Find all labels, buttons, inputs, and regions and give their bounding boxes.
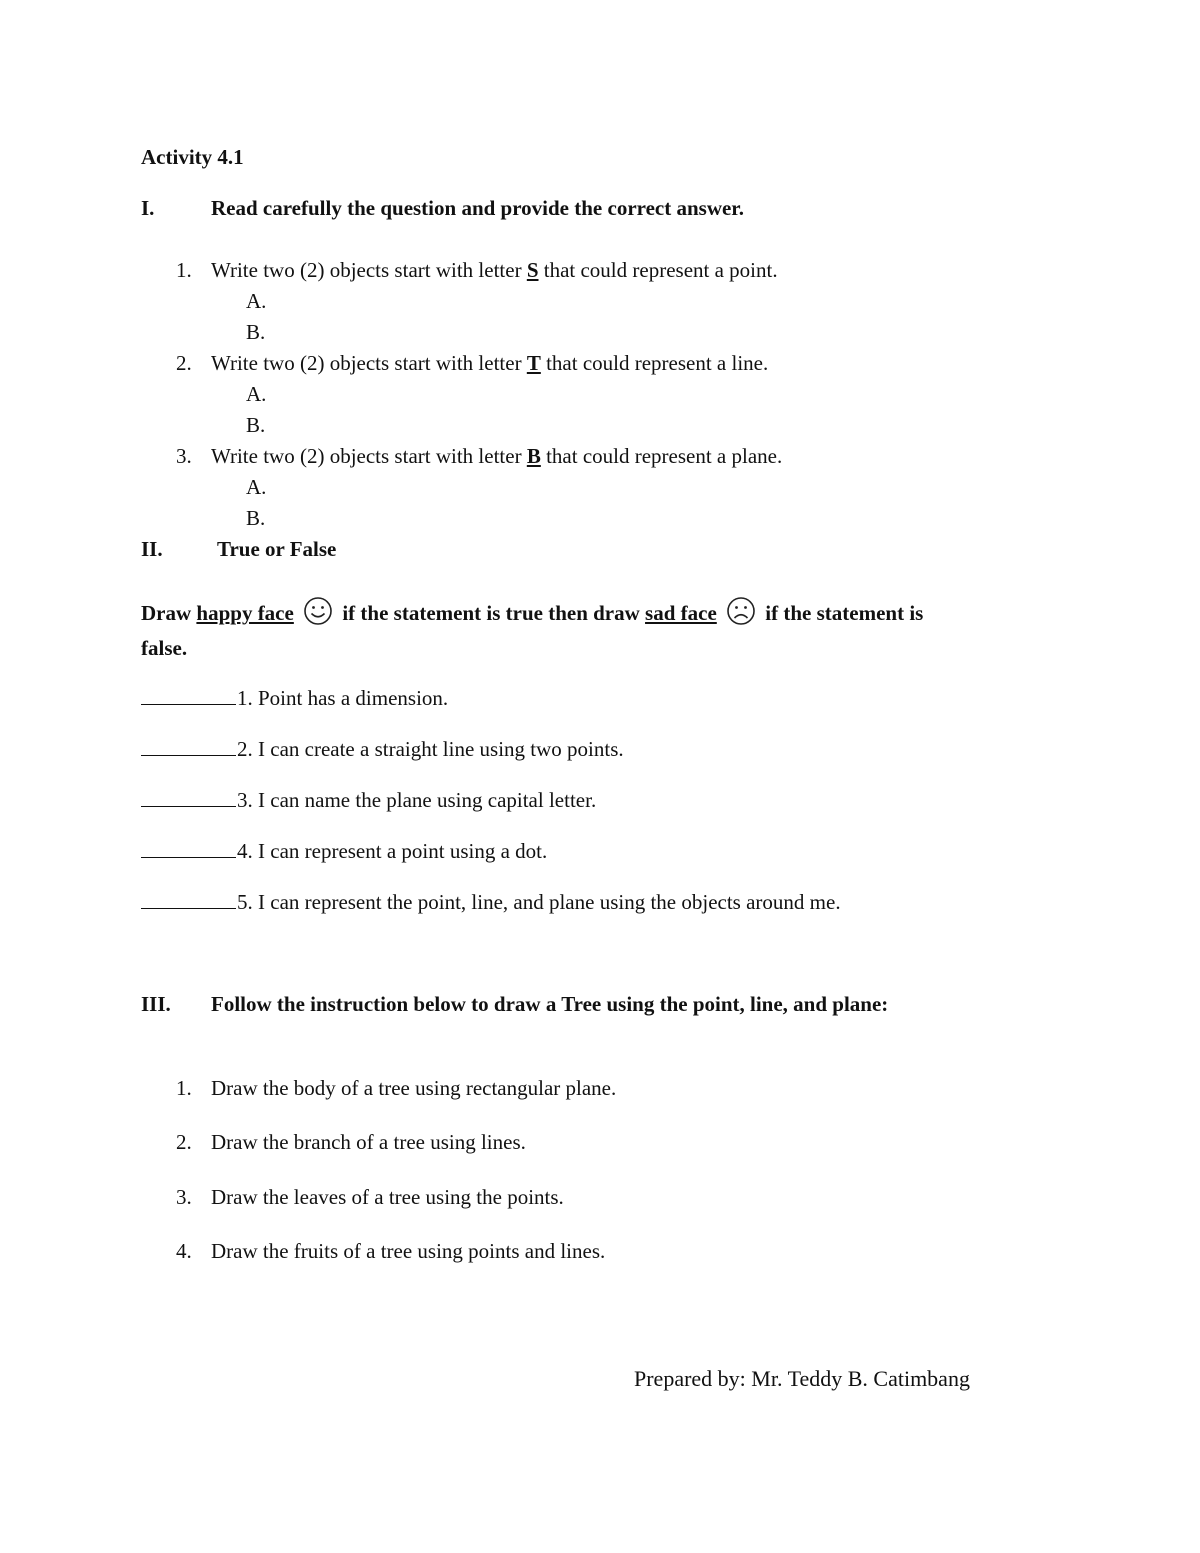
part3-item-4-text: Draw the fruits of a tree using points and lines. [211,1239,606,1263]
part1-numeral: I. [141,196,155,220]
part3-item-3-text: Draw the leaves of a tree using the points. [211,1185,564,1209]
part1-item-3-question [211,444,782,469]
part1-heading: Read carefully the question and provide the correct answer. [211,196,744,220]
instruction-text-end: if the statement is [760,601,924,625]
answer-label-a: A. [246,289,267,313]
answer-label-b: B. [246,506,266,530]
question-text: Write two (2) objects start with letter [211,444,527,468]
question-text: Write two (2) objects start with letter [211,351,527,375]
part1-item-2-question [211,351,768,376]
part2-instruction-cont: false. [141,636,188,660]
part3-item-1-number: 1. [176,1076,192,1100]
question-text: Write two (2) objects start with letter [211,258,527,282]
happy-face-label: happy face [196,601,294,625]
part2-numeral: II. [141,537,163,561]
part3-item-2-number: 2. [176,1130,192,1154]
question-text-end: that could represent a line. [540,351,769,375]
answer-blank[interactable] [141,686,236,705]
true-false-item [141,686,448,711]
statement-text: 3. I can name the plane using capital letter. [237,788,597,812]
happy-face-icon [303,596,333,632]
key-letter: S [526,258,539,282]
instruction-text-mid: if the statement is true then draw [337,601,646,625]
true-false-item [141,737,624,762]
part3-heading: Follow the instruction below to draw a Tree using the point, line, and plane: [211,992,889,1016]
sad-face-icon [726,596,756,632]
key-letter: B [526,444,541,468]
answer-blank[interactable] [141,737,236,756]
true-false-item [141,890,841,915]
statement-text: 1. Point has a dimension. [237,686,449,710]
true-false-item [141,788,596,813]
part3-numeral: III. [141,992,171,1016]
answer-label-a: A. [246,382,267,406]
part1-item-1-question [211,258,778,283]
sad-face-label: sad face [645,601,717,625]
activity-title: Activity 4.1 [141,145,244,169]
part1-item-1-number: 1. [176,258,192,282]
statement-text: 2. I can create a straight line using two points. [237,737,624,761]
statement-text: 4. I can represent a point using a dot. [237,839,548,863]
answer-blank[interactable] [141,890,236,909]
part1-item-3-number: 3. [176,444,192,468]
instruction-text: Draw [141,601,197,625]
answer-label-a: A. [246,475,267,499]
part3-item-2-text: Draw the branch of a tree using lines. [211,1130,526,1154]
answer-blank[interactable] [141,839,236,858]
part2-heading: True or False [217,537,337,561]
part3-item-4-number: 4. [176,1239,192,1263]
key-letter: T [526,351,541,375]
answer-blank[interactable] [141,788,236,807]
answer-label-b: B. [246,320,266,344]
part3-item-3-number: 3. [176,1185,192,1209]
part2-instruction [141,596,923,632]
prepared-by: Prepared by: Mr. Teddy B. Catimbang [634,1366,970,1391]
question-text-end: that could represent a plane. [540,444,783,468]
statement-text: 5. I can represent the point, line, and plane using the objects around me. [237,890,841,914]
true-false-item [141,839,547,864]
part3-item-1-text: Draw the body of a tree using rectangular plane. [211,1076,617,1100]
part1-item-2-number: 2. [176,351,192,375]
question-text-end: that could represent a point. [538,258,778,282]
answer-label-b: B. [246,413,266,437]
